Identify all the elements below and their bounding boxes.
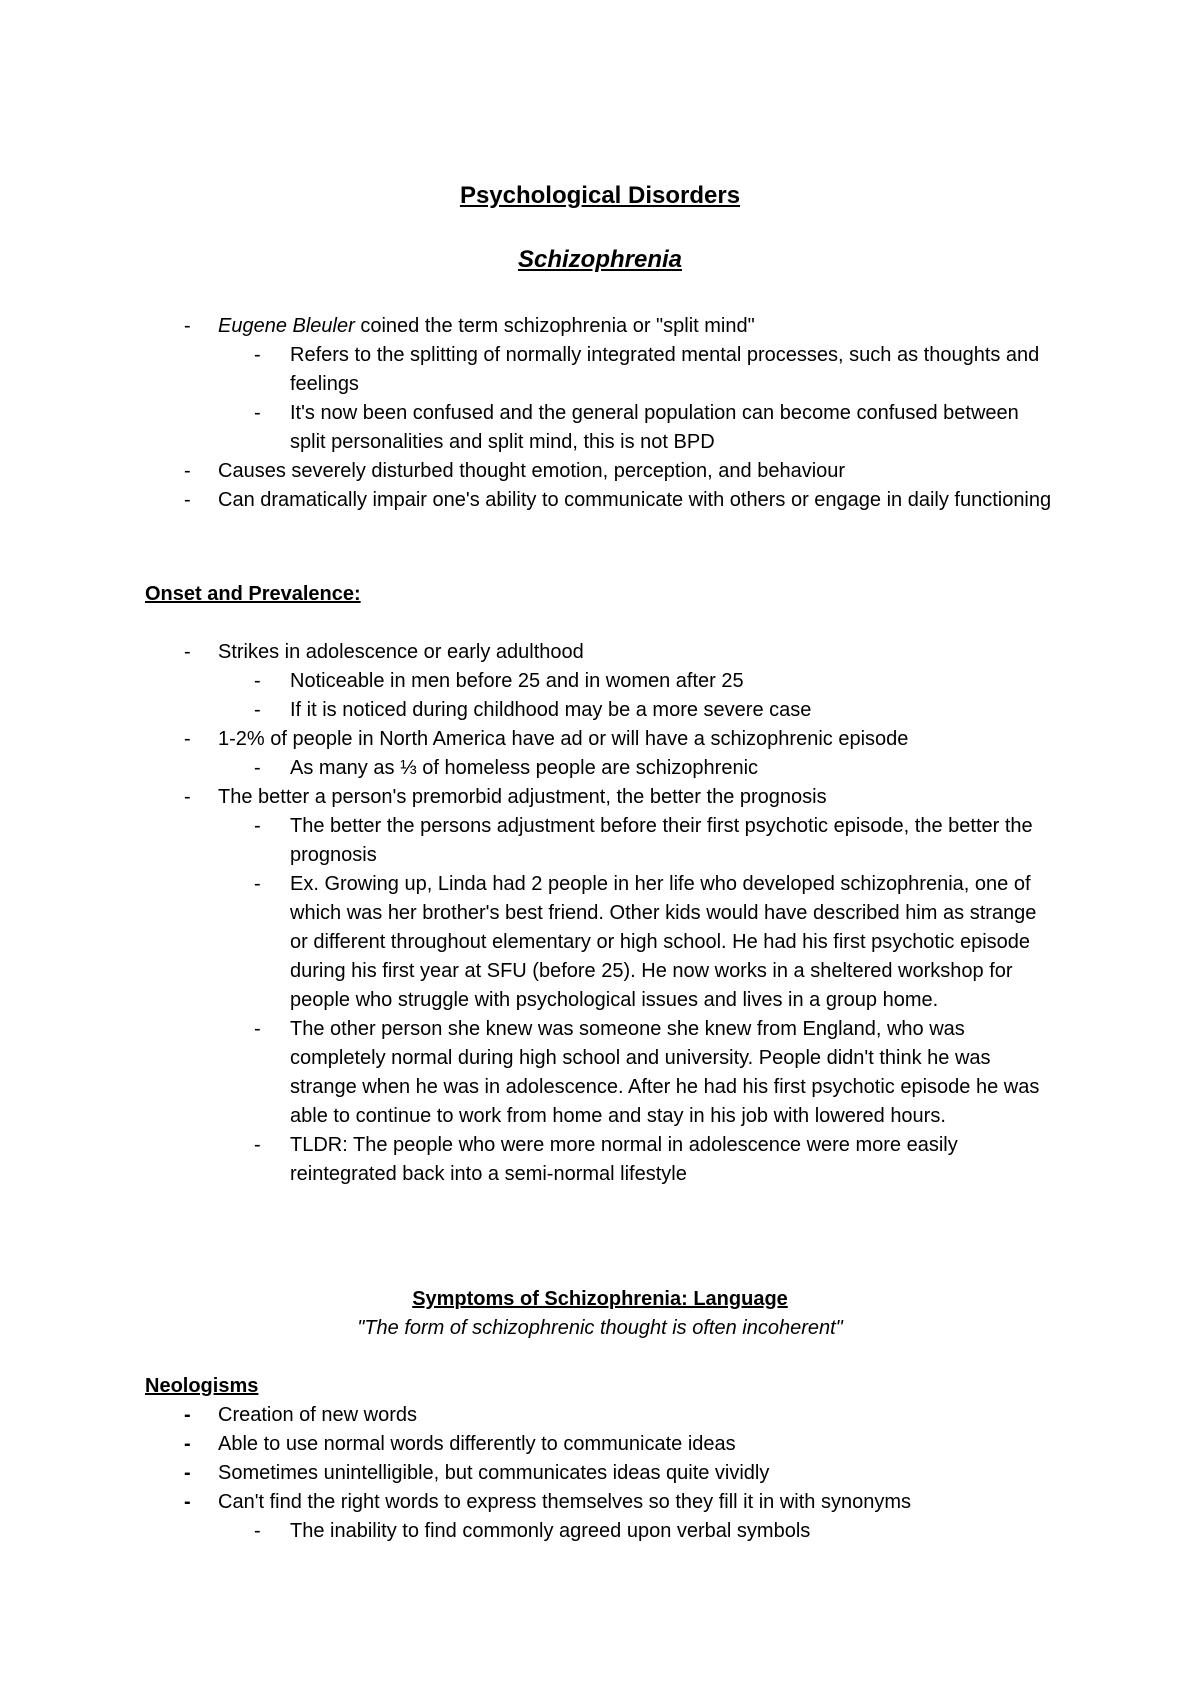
dash-bullet: - — [184, 1491, 191, 1513]
dash-bullet: - — [184, 786, 191, 808]
dash-bullet: - — [184, 1404, 191, 1426]
list-item — [184, 486, 1058, 515]
sub-list-item-text: Ex. Growing up, Linda had 2 people in her life who developed schizophrenia, one of which was her brother's best friend. Other kids would have described him as strange or different throughout elementary or high school. He had his first psychotic episode during his first year at SFU (before 25). He now works in a sheltered workshop for people who struggle with psychological issues and lives in a group home. — [290, 873, 1037, 1011]
list-item-text: 1-2% of people in North America have ad or will have a schizophrenic episode — [218, 728, 909, 750]
dash-bullet: - — [254, 1018, 261, 1040]
sub-list-item-text: TLDR: The people who were more normal in adolescence were more easily reintegrated back into a semi-normal lifestyle — [290, 1134, 958, 1185]
list-item — [184, 725, 1058, 783]
sub-list-item — [254, 1131, 1058, 1189]
sub-list — [218, 341, 1058, 457]
list-item-text: Creation of new words — [218, 1404, 417, 1426]
dash-bullet: - — [254, 670, 261, 692]
onset-heading: Onset and Prevalence: — [145, 583, 361, 605]
list-item — [184, 1430, 1058, 1459]
dash-bullet: - — [254, 344, 261, 366]
sub-list-item — [254, 696, 1058, 725]
sub-list-item-text: The inability to find commonly agreed upon verbal symbols — [290, 1520, 811, 1542]
dash-bullet: - — [254, 699, 261, 721]
sub-list-item-text: As many as ⅓ of homeless people are schizophrenic — [290, 757, 759, 779]
sub-list-item — [254, 399, 1058, 457]
dash-bullet: - — [184, 460, 191, 482]
list-item — [184, 312, 1058, 457]
sub-list-item — [254, 1517, 1058, 1546]
list-item — [184, 1401, 1058, 1430]
list-item-text: Sometimes unintelligible, but communicates ideas quite vividly — [218, 1462, 770, 1484]
sub-list-item — [254, 870, 1058, 1015]
sub-list-item-text: If it is noticed during childhood may be a more severe case — [290, 699, 812, 721]
list-item — [184, 1459, 1058, 1488]
dash-bullet: - — [254, 757, 261, 779]
list-item-text: Can't find the right words to express themselves so they fill it in with synonyms — [218, 1491, 911, 1513]
sub-list — [218, 754, 1058, 783]
neologisms-list — [184, 1401, 1058, 1546]
dash-bullet: - — [184, 1462, 191, 1484]
list-item-text: Causes severely disturbed thought emotion, perception, and behaviour — [218, 460, 846, 482]
neologisms-heading: Neologisms — [145, 1375, 259, 1397]
list-item — [184, 638, 1058, 725]
page-title: Psychological Disorders — [459, 182, 741, 209]
list-item-text: Able to use normal words differently to communicate ideas — [218, 1433, 736, 1455]
sub-list — [218, 1517, 1058, 1546]
list-item — [184, 457, 1058, 486]
intro-list — [184, 312, 1058, 515]
sub-list-item-text: It's now been confused and the general population can become confused between split personalities and split mind, this is not BPD — [290, 402, 1019, 453]
symptoms-quote: "The form of schizophrenic thought is often incoherent" — [357, 1317, 843, 1339]
sub-list — [218, 667, 1058, 725]
sub-list-item-text: Noticeable in men before 25 and in women after 25 — [290, 670, 744, 692]
list-item-text: coined the term schizophrenia or "split mind" — [354, 315, 755, 337]
sub-list — [218, 812, 1058, 1189]
list-item-text: The better a person's premorbid adjustment, the better the prognosis — [218, 786, 827, 808]
dash-bullet: - — [254, 402, 261, 424]
dash-bullet: - — [254, 1134, 261, 1156]
sub-list-item-text: Refers to the splitting of normally integrated mental processes, such as thoughts and feelings — [290, 344, 1040, 395]
sub-list-item — [254, 341, 1058, 399]
sub-list-item-text: The better the persons adjustment before their first psychotic episode, the better the prognosis — [290, 815, 1033, 866]
sub-list-item — [254, 754, 1058, 783]
sub-list-item — [254, 1015, 1058, 1131]
dash-bullet: - — [254, 815, 261, 837]
dash-bullet: - — [254, 873, 261, 895]
dash-bullet: - — [184, 315, 191, 337]
list-item-text: Can dramatically impair one's ability to communicate with others or engage in daily functioning — [218, 489, 1052, 511]
onset-list — [184, 638, 1058, 1189]
person-name: Eugene Bleuler — [218, 315, 355, 337]
dash-bullet: - — [184, 728, 191, 750]
symptoms-heading: Symptoms of Schizophrenia: Language — [412, 1288, 788, 1310]
list-item — [184, 783, 1058, 1189]
page-subtitle: Schizophrenia — [517, 246, 683, 273]
dash-bullet: - — [254, 1520, 261, 1542]
list-item — [184, 1488, 1058, 1546]
dash-bullet: - — [184, 489, 191, 511]
dash-bullet: - — [184, 641, 191, 663]
list-item-text: Strikes in adolescence or early adulthood — [218, 641, 584, 663]
sub-list-item-text: The other person she knew was someone she knew from England, who was completely normal during high school and university. People didn't think he was strange when he was in adolescence. After he had his first psychotic episode he was able to continue to work from home and stay in his job with lowered hours. — [290, 1018, 1040, 1127]
sub-list-item — [254, 812, 1058, 870]
dash-bullet: - — [184, 1433, 191, 1455]
sub-list-item — [254, 667, 1058, 696]
